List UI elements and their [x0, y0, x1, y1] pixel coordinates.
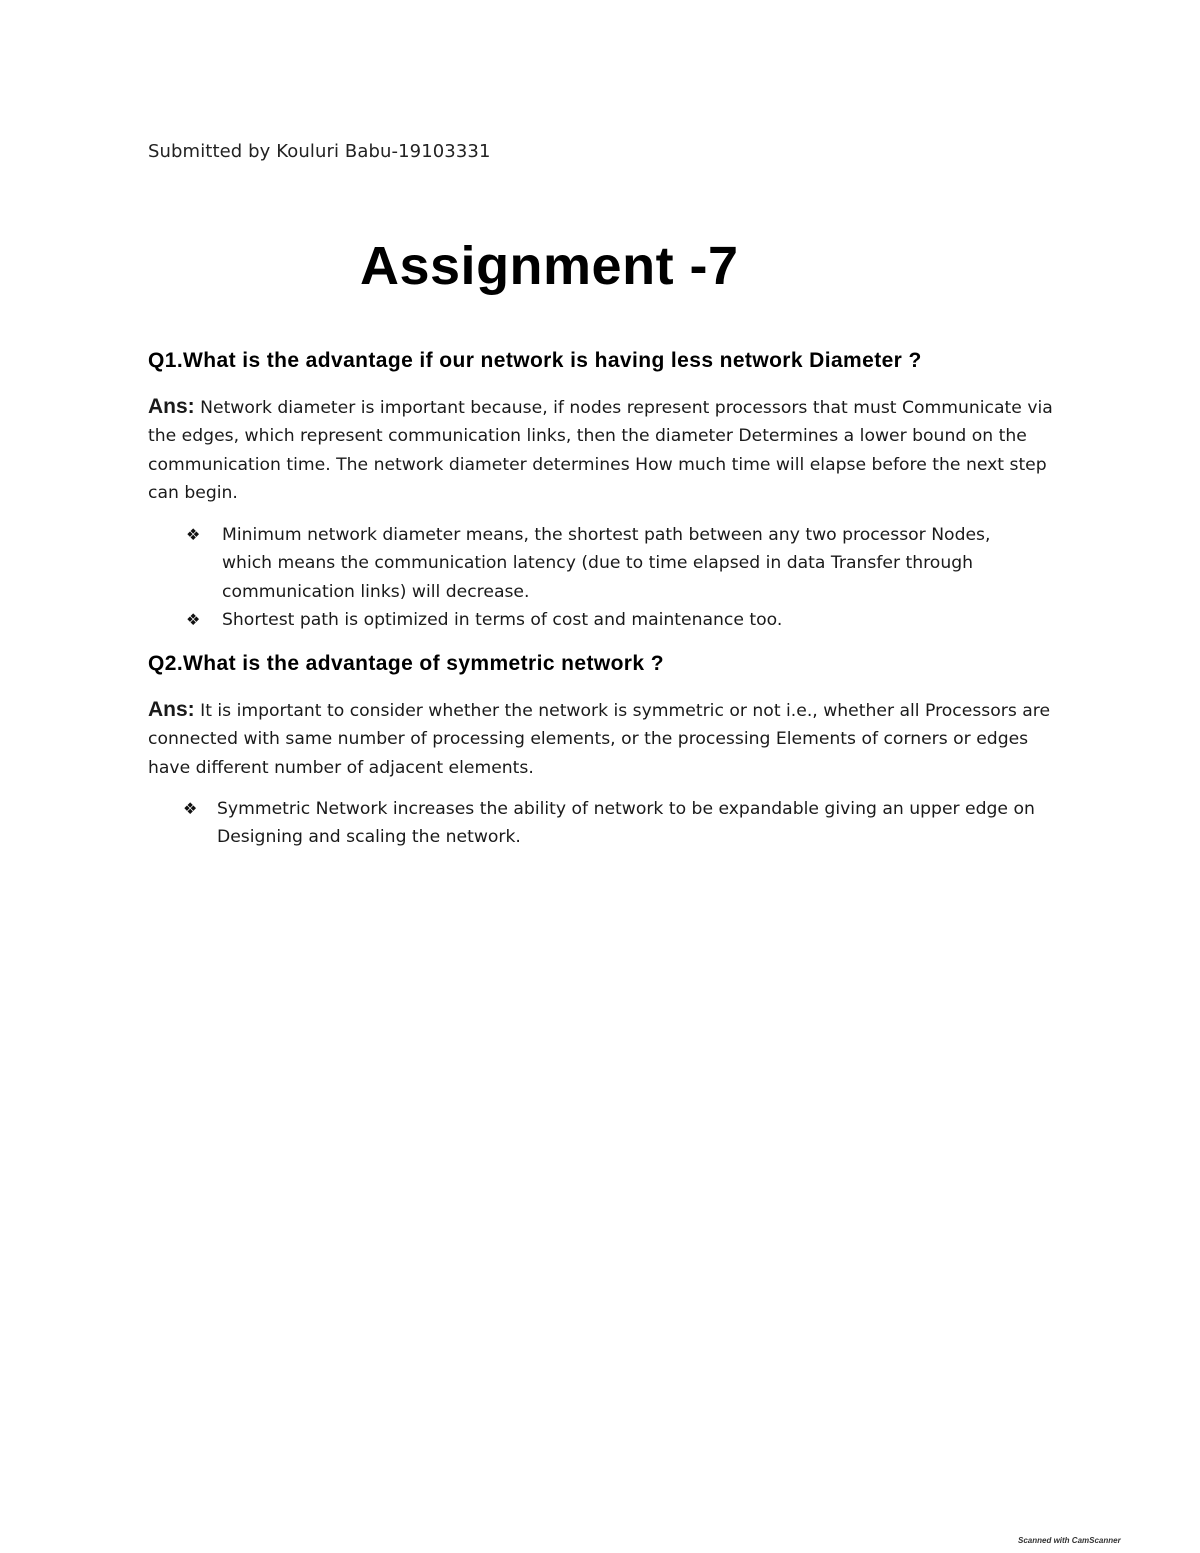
answer-2-bullet-list — [183, 795, 1043, 852]
page-title: Assignment -7 — [360, 236, 739, 296]
answer-1-text: Network diameter is important because, if nodes represent processors that must Communicate via the edges, which represent communication links, then the diameter Determines a lower bound on the communication time. The network diameter determines How much time will elapse before the next step can begin. — [148, 398, 1053, 503]
diamond-bullet-icon: ❖ — [186, 609, 201, 629]
bullet-text: Minimum network diameter means, the shortest path between any two processor Nodes, which means the communication latency (due to time elapsed in data Transfer through communication links) will decrease. — [222, 525, 991, 602]
answer-2-label: Ans: — [148, 698, 195, 721]
list-item — [186, 606, 1016, 634]
question-1-heading: Q1.What is the advantage if our network is having less network Diameter ? — [148, 349, 922, 372]
answer-1-bullet-list — [186, 521, 1016, 634]
bullet-text: Symmetric Network increases the ability of network to be expandable giving an upper edge on Designing and scaling the network. — [217, 799, 1035, 848]
answer-2-text: It is important to consider whether the network is symmetric or not i.e., whether all Processors are connected with same number of processing elements, or the processing Elements of corners or edges have different number of adjacent elements. — [148, 701, 1051, 778]
scanner-watermark: Scanned with CamScanner — [1018, 1536, 1121, 1545]
answer-1-paragraph — [148, 393, 1058, 507]
diamond-bullet-icon: ❖ — [186, 525, 201, 544]
bullet-text: Shortest path is optimized in terms of cost and maintenance too. — [222, 609, 783, 630]
submitted-by-line: Submitted by Kouluri Babu-19103331 — [148, 141, 491, 162]
answer-1-label: Ans: — [148, 395, 195, 418]
question-2-heading: Q2.What is the advantage of symmetric network ? — [148, 652, 664, 675]
list-item — [186, 521, 1016, 606]
diamond-bullet-icon: ❖ — [183, 799, 198, 818]
answer-2-paragraph — [148, 696, 1058, 782]
list-item — [183, 795, 1043, 852]
